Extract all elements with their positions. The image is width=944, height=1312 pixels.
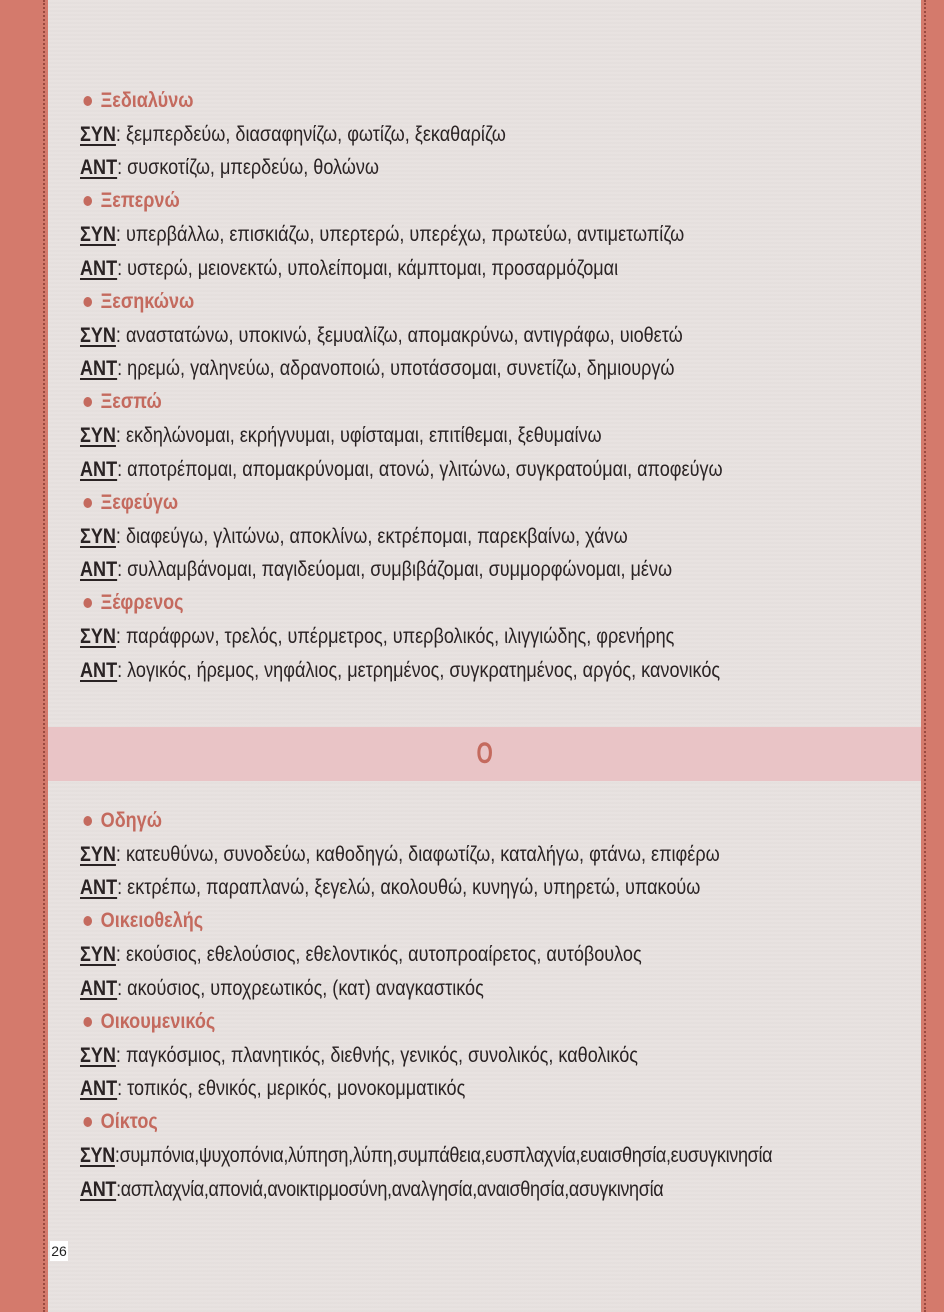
headword-text: Οικειοθελής	[100, 909, 204, 933]
ant-label: ΑΝΤ	[80, 357, 118, 380]
headword	[80, 486, 794, 520]
antonyms-line	[80, 972, 794, 1006]
entry	[80, 285, 910, 386]
headword	[80, 587, 794, 621]
antonyms-text: : συλλαμβάνομαι, παγιδεύομαι, συμβιβάζομαι, συμμορφώνομαι, μένω	[117, 558, 673, 581]
synonyms-text: : αναστατώνω, υποκινώ, ξεμυαλίζω, απομακρύνω, αντιγράφω, υιοθετώ	[115, 323, 683, 347]
antonyms-line	[80, 252, 794, 286]
headword-text: Ξεσηκώνω	[100, 289, 195, 313]
ant-label: ΑΝΤ	[80, 457, 118, 481]
ant-label: ΑΝΤ	[80, 558, 118, 581]
syn-label: ΣΥΝ	[80, 842, 116, 866]
headword	[80, 804, 794, 838]
section-xi-entries	[80, 84, 910, 687]
synonyms-line	[80, 938, 794, 972]
syn-label: ΣΥΝ	[80, 223, 116, 246]
synonyms-text: :συμπόνια,ψυχοπόνια,λύπηση,λύπη,συμπάθεια,ευσπλαχνία,ευαισθησία,ευσυγκινησία	[114, 1144, 773, 1167]
antonyms-text: : ακούσιος, υποχρεωτικός, (κατ) αναγκαστικός	[117, 976, 484, 1000]
entry	[80, 804, 910, 905]
bullet-icon	[83, 498, 92, 508]
antonyms-line	[80, 1072, 794, 1106]
entry	[80, 386, 910, 487]
page-number: 26	[51, 1243, 67, 1259]
entry	[80, 1005, 910, 1106]
headword	[80, 905, 794, 939]
synonyms-text: : ξεμπερδεύω, διασαφηνίζω, φωτίζω, ξεκαθαρίζω	[115, 122, 506, 146]
entry	[80, 486, 910, 587]
syn-label: ΣΥΝ	[80, 1144, 115, 1167]
antonyms-text: :ασπλαχνία,απονιά,ανοικτιρμοσύνη,αναλγησία,αναισθησία,ασυγκινησία	[116, 1177, 664, 1201]
syn-label: ΣΥΝ	[80, 625, 116, 648]
antonyms-text: : αποτρέπομαι, απομακρύνομαι, ατονώ, γλιτώνω, συγκρατούμαι, αποφεύγω	[117, 457, 723, 481]
bullet-icon	[83, 598, 92, 608]
synonyms-text: : διαφεύγω, γλιτώνω, αποκλίνω, εκτρέπομαι, παρεκβαίνω, χάνω	[115, 524, 628, 548]
bullet-icon	[83, 916, 92, 926]
ant-label: ΑΝΤ	[80, 658, 118, 682]
antonyms-text: : συσκοτίζω, μπερδεύω, θολώνω	[117, 156, 380, 179]
headword-text: Οικουμενικός	[100, 1009, 216, 1033]
antonyms-text: : υστερώ, μειονεκτώ, υπολείπομαι, κάμπτομαι, προσαρμόζομαι	[117, 256, 619, 280]
headword-text: Ξεδιαλύνω	[100, 88, 194, 112]
headword-text: Ξεπερνώ	[100, 189, 180, 213]
right-border-decoration	[921, 0, 944, 1312]
headword	[80, 1005, 794, 1039]
entry	[80, 185, 910, 286]
synonyms-text: : υπερβάλλω, επισκιάζω, υπερτερώ, υπερέχω, πρωτεύω, αντιμετωπίζω	[115, 223, 685, 246]
bullet-icon	[83, 397, 92, 407]
synonyms-text: : εκδηλώνομαι, εκρήγνυμαι, υφίσταμαι, επιτίθεμαι, ξεθυμαίνω	[115, 424, 602, 447]
antonyms-line	[80, 352, 794, 386]
bullet-icon	[83, 196, 92, 206]
syn-label: ΣΥΝ	[80, 1043, 116, 1067]
antonyms-line	[80, 1173, 794, 1207]
syn-label: ΣΥΝ	[80, 524, 116, 548]
syn-label: ΣΥΝ	[80, 122, 116, 146]
ant-label: ΑΝΤ	[80, 1077, 118, 1100]
synonyms-line	[80, 838, 794, 872]
ant-label: ΑΝΤ	[80, 976, 118, 1000]
headword-text: Οίκτος	[100, 1110, 158, 1134]
antonyms-line	[80, 553, 794, 587]
synonyms-line	[80, 218, 794, 252]
antonyms-line	[80, 151, 794, 185]
bullet-icon	[83, 96, 92, 106]
headword-text: Οδηγώ	[100, 808, 162, 832]
syn-label: ΣΥΝ	[80, 943, 116, 966]
antonyms-line	[80, 654, 794, 688]
headword-text: Ξεφεύγω	[100, 490, 179, 514]
synonyms-line	[80, 419, 794, 453]
bullet-icon	[83, 1117, 92, 1127]
synonyms-text: : εκούσιος, εθελούσιος, εθελοντικός, αυτοπροαίρετος, αυτόβουλος	[115, 943, 642, 966]
ant-label: ΑΝΤ	[80, 876, 118, 899]
section-o-entries	[80, 804, 910, 1206]
synonyms-line	[80, 319, 794, 353]
letter-heading-band	[48, 727, 921, 781]
synonyms-text: : παγκόσμιος, πλανητικός, διεθνής, γενικός, συνολικός, καθολικός	[115, 1043, 638, 1067]
letter-heading: Ο	[476, 737, 493, 770]
synonyms-line	[80, 1039, 794, 1073]
synonyms-text: : παράφρων, τρελός, υπέρμετρος, υπερβολικός, ιλιγγιώδης, φρενήρης	[115, 625, 675, 648]
antonyms-line	[80, 453, 794, 487]
left-border-decoration	[0, 0, 48, 1312]
synonyms-line	[80, 1139, 794, 1173]
entry	[80, 587, 910, 688]
antonyms-text: : ηρεμώ, γαληνεύω, αδρανοποιώ, υποτάσσομαι, συνετίζω, δημιουργώ	[117, 357, 675, 380]
headword	[80, 84, 794, 118]
entry	[80, 1106, 910, 1207]
headword	[80, 386, 794, 420]
bullet-icon	[83, 1017, 92, 1027]
headword	[80, 1106, 794, 1140]
entry	[80, 905, 910, 1006]
antonyms-text: : τοπικός, εθνικός, μερικός, μονοκομματικός	[117, 1077, 466, 1100]
synonyms-line	[80, 620, 794, 654]
antonyms-text: : εκτρέπω, παραπλανώ, ξεγελώ, ακολουθώ, κυνηγώ, υπηρετώ, υπακούω	[117, 876, 701, 899]
headword-text: Ξέφρενος	[100, 591, 184, 615]
synonyms-line	[80, 520, 794, 554]
headword-text: Ξεσπώ	[100, 390, 162, 414]
syn-label: ΣΥΝ	[80, 323, 116, 347]
antonyms-line	[80, 871, 794, 905]
ant-label: ΑΝΤ	[80, 256, 118, 280]
ant-label: ΑΝΤ	[80, 1177, 117, 1201]
synonyms-line	[80, 118, 794, 152]
headword	[80, 185, 794, 219]
antonyms-text: : λογικός, ήρεμος, νηφάλιος, μετρημένος, συγκρατημένος, αργός, κανονικός	[117, 658, 721, 682]
bullet-icon	[83, 297, 92, 307]
synonyms-text: : κατευθύνω, συνοδεύω, καθοδηγώ, διαφωτίζω, καταλήγω, φτάνω, επιφέρω	[115, 842, 720, 866]
bullet-icon	[83, 816, 92, 826]
ant-label: ΑΝΤ	[80, 156, 118, 179]
headword	[80, 285, 794, 319]
entry	[80, 84, 910, 185]
syn-label: ΣΥΝ	[80, 424, 116, 447]
